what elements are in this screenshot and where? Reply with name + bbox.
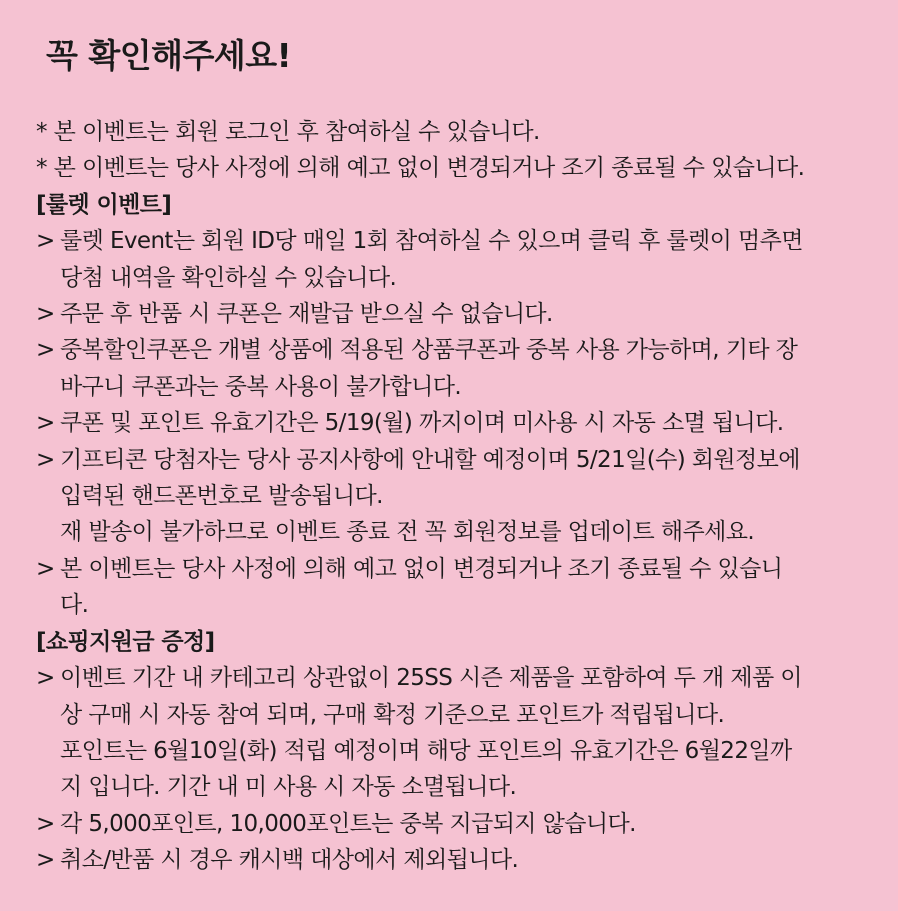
list-item [36, 551, 870, 624]
general-note: * 본 이벤트는 회원 로그인 후 참여하실 수 있습니다. [36, 119, 540, 145]
bullet-mark: > [36, 847, 55, 874]
list-item-line: 당첨 내역을 확인하실 수 있습니다. [60, 264, 397, 291]
list-item-text [60, 551, 870, 624]
bullet-mark: > [36, 410, 55, 437]
list-item-text [60, 332, 870, 405]
bullet-mark: > [36, 301, 55, 328]
shopping-list [36, 660, 870, 878]
list-item-line: 상 구매 시 자동 참여 되며, 구매 확정 기준으로 포인트가 적립됩니다. [60, 701, 725, 728]
notice-body [36, 114, 870, 879]
list-item [36, 660, 870, 806]
shopping-section-heading: [쇼핑지원금 증정] [36, 628, 215, 655]
bullet-mark: > [36, 665, 55, 692]
bullet-mark: > [36, 555, 55, 582]
list-item [36, 296, 870, 332]
roulette-section-heading: [룰렛 이벤트] [36, 191, 172, 218]
list-item [36, 223, 870, 296]
list-item-line: 재 발송이 불가하므로 이벤트 종료 전 꼭 회원정보를 업데이트 해주세요. [60, 519, 755, 546]
list-item-line: 주문 후 반품 시 쿠폰은 재발급 받으실 수 없습니다. [60, 301, 553, 328]
list-item-text [60, 806, 870, 842]
list-item-line: 바구니 쿠폰과는 중복 사용이 불가합니다. [60, 373, 462, 400]
list-item-line: 각 5,000포인트, 10,000포인트는 중복 지급되지 않습니다. [60, 810, 636, 837]
list-item-text [60, 405, 870, 441]
bullet-mark: > [36, 446, 55, 473]
list-item [36, 405, 870, 441]
list-item-line: 룰렛 Event는 회원 ID당 매일 1회 참여하실 수 있으며 클릭 후 룰렛이 멈추면 [60, 228, 803, 255]
bullet-mark: > [36, 810, 55, 837]
roulette-list [36, 223, 870, 623]
list-item-line: 지 입니다. 기간 내 미 사용 시 자동 소멸됩니다. [60, 774, 517, 801]
list-item-line: 쿠폰 및 포인트 유효기간은 5/19(월) 까지이며 미사용 시 자동 소멸 됩니다. [60, 410, 784, 437]
list-item-line: 이벤트 기간 내 카테고리 상관없이 25SS 시즌 제품을 포함하여 두 개 제품 이 [60, 665, 802, 692]
list-item [36, 442, 870, 551]
list-item-line: 포인트는 6월10일(화) 적립 예정이며 해당 포인트의 유효기간은 6월22일까 [60, 737, 792, 764]
list-item-text [60, 842, 870, 878]
bullet-mark: > [36, 337, 55, 364]
list-item-text [60, 660, 870, 806]
page-title: 꼭 확인해주세요! [46, 36, 292, 75]
list-item-text [60, 296, 870, 332]
list-item-line: 취소/반품 시 경우 캐시백 대상에서 제외됩니다. [60, 847, 519, 874]
list-item [36, 806, 870, 842]
list-item-line: 입력된 핸드폰번호로 발송됩니다. [60, 483, 383, 510]
list-item-text [60, 442, 870, 551]
list-item-line: 기프티콘 당첨자는 당사 공지사항에 안내할 예정이며 5/21일(수) 회원정보에 [60, 446, 800, 473]
general-note: * 본 이벤트는 당사 사정에 의해 예고 없이 변경되거나 조기 종료될 수 있습니다. [36, 155, 805, 182]
list-item-line: 다. [60, 592, 89, 619]
list-item [36, 842, 870, 878]
list-item-line: 본 이벤트는 당사 사정에 의해 예고 없이 변경되거나 조기 종료될 수 있습니 [60, 555, 783, 582]
list-item-line: 중복할인쿠폰은 개별 상품에 적용된 상품쿠폰과 중복 사용 가능하며, 기타 장 [60, 337, 798, 364]
list-item [36, 332, 870, 405]
bullet-mark: > [36, 228, 55, 255]
list-item-text [60, 223, 870, 296]
